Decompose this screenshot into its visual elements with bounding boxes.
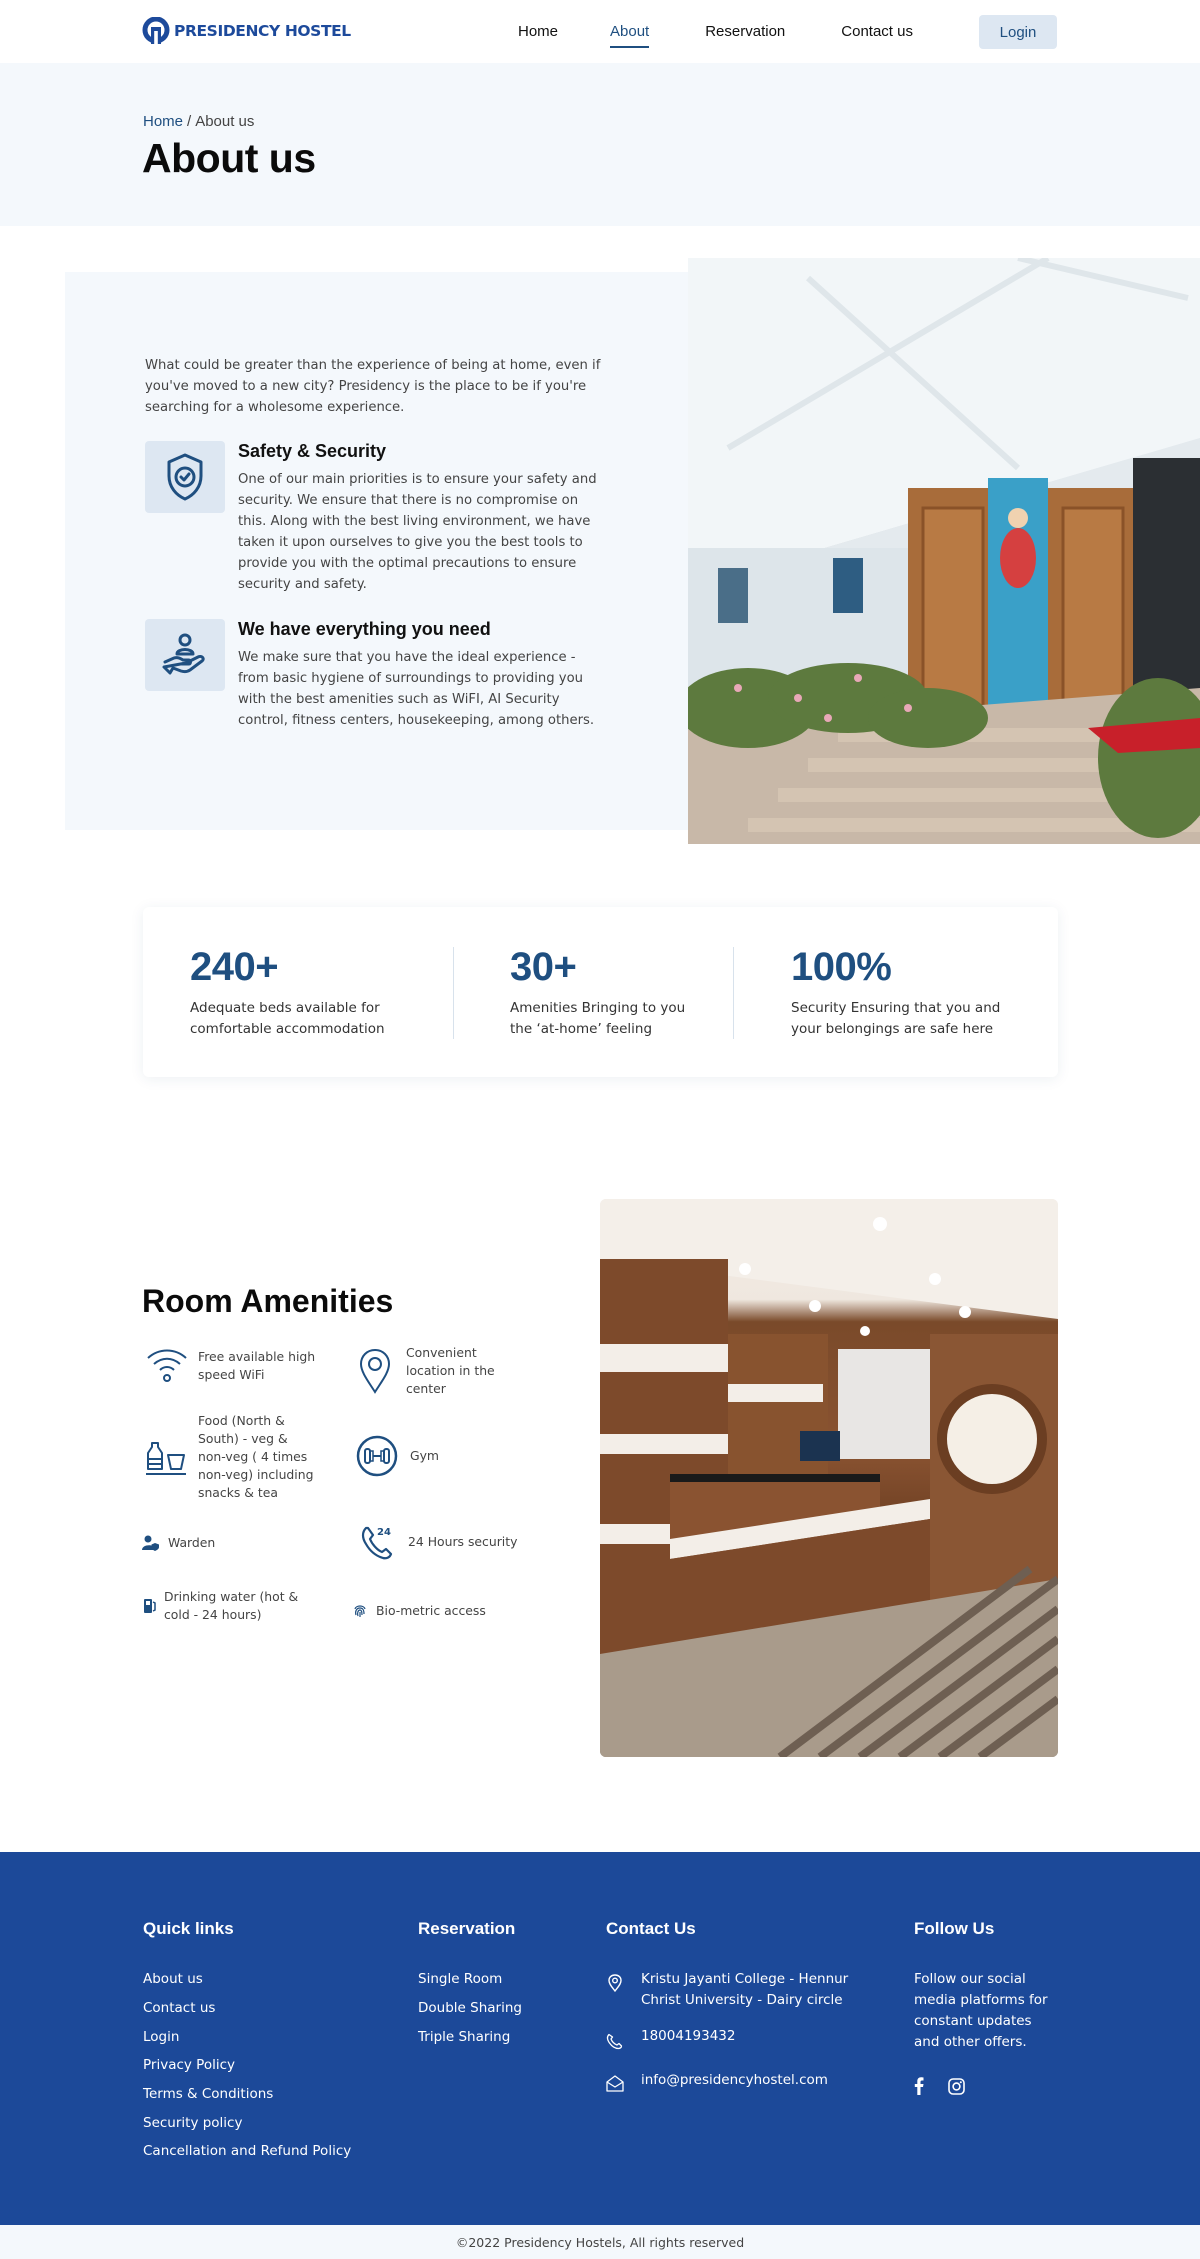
nav-reservation[interactable]: Reservation: [705, 23, 786, 40]
feature-title: Safety & Security: [238, 441, 387, 461]
amenities-title: Room Amenities: [142, 1283, 394, 1319]
breadcrumb-current: About us: [195, 113, 255, 130]
amenity-label: Drinking water (hot & cold - 24 hours): [164, 1589, 299, 1622]
facebook-link[interactable]: [914, 2077, 924, 2095]
feature-icon-box: [145, 441, 225, 513]
instagram-link[interactable]: [948, 2078, 965, 2095]
footer-quick-links-title: Quick links: [143, 1919, 234, 1938]
footer-follow-title: Follow Us: [914, 1919, 995, 1938]
location-pin-icon: [608, 1974, 622, 1992]
footer-address-line2: Christ University - Dairy circle: [641, 1992, 843, 2008]
breadcrumb-home-link[interactable]: Home: [143, 113, 184, 130]
amenity-label: Bio-metric access: [376, 1603, 486, 1618]
breadcrumb: [143, 113, 254, 130]
footer-link-cancellation-refund[interactable]: Cancellation and Refund Policy: [143, 2143, 352, 2159]
footer-link-login[interactable]: Login: [143, 2029, 180, 2045]
amenity-24h-security: [360, 1524, 517, 1560]
stat-beds: [190, 945, 410, 1040]
fingerprint-icon: [352, 1603, 368, 1619]
phone-icon: [606, 2033, 623, 2050]
nav-about[interactable]: About: [610, 15, 649, 48]
amenity-label: Convenient location in the center: [406, 1345, 495, 1396]
facebook-icon: [914, 2077, 924, 2095]
hand-person-icon: [160, 630, 210, 680]
stat-security: [791, 945, 1021, 1040]
amenity-biometric: [352, 1602, 486, 1620]
copyright-bar: [0, 2225, 1200, 2259]
gym-dumbbell-icon: [356, 1435, 398, 1477]
stat-label: Amenities Bringing to you the ‘at-home’ feeling: [510, 1000, 686, 1037]
amenity-location: [358, 1344, 501, 1398]
login-button[interactable]: Login: [979, 15, 1057, 49]
footer-follow-text: Follow our social media platforms for constant updates and other offers.: [914, 1971, 1048, 2050]
footer-link-security-policy[interactable]: Security policy: [143, 2115, 243, 2131]
footer-address-line1: Kristu Jayanti College - Hennur: [641, 1971, 849, 1987]
food-bottle-cup-icon: [146, 1437, 188, 1477]
instagram-icon: [948, 2078, 965, 2095]
reception-photo: [600, 1199, 1058, 1757]
amenity-drinking-water: [143, 1588, 304, 1624]
stats-card: [143, 907, 1058, 1077]
footer-link-terms-conditions[interactable]: Terms & Conditions: [143, 2086, 274, 2102]
stat-value: 30+: [510, 945, 577, 989]
shield-check-icon: [163, 452, 207, 502]
nav-contact-us[interactable]: Contact us: [841, 23, 913, 40]
wifi-icon: [146, 1346, 188, 1386]
stat-label: Security Ensuring that you and your belongings are safe here: [791, 1000, 1001, 1037]
amenity-label: 24 Hours security: [408, 1534, 518, 1549]
site-header: [0, 0, 1200, 63]
breadcrumb-separator: /: [187, 113, 192, 130]
amenity-gym: [356, 1435, 439, 1477]
page-hero: [0, 63, 1200, 226]
footer-link-double-sharing[interactable]: Double Sharing: [418, 2000, 522, 2016]
location-pin-icon: [358, 1348, 392, 1394]
stat-label: Adequate beds available for comfortable accommodation: [190, 1000, 385, 1037]
phone-24-icon: [360, 1524, 394, 1560]
footer-phone[interactable]: 18004193432: [641, 2028, 736, 2044]
amenity-warden: [142, 1534, 215, 1552]
page-title: About us: [142, 135, 316, 181]
amenity-label: Warden: [168, 1535, 216, 1550]
footer-email[interactable]: info@presidencyhostel.com: [641, 2072, 828, 2088]
stat-value: 100%: [791, 945, 892, 989]
entrance-photo-illustration: [688, 258, 1200, 844]
amenity-label: Gym: [410, 1448, 440, 1463]
amenity-food: [146, 1412, 316, 1502]
email-envelope-icon: [606, 2075, 624, 2092]
main-nav: [518, 15, 913, 48]
presidency-logo-icon: [142, 17, 170, 45]
water-dispenser-icon: [143, 1598, 157, 1614]
footer-reservation-title: Reservation: [418, 1919, 516, 1938]
site-footer: [0, 1852, 1200, 2225]
footer-contact-title: Contact Us: [606, 1919, 696, 1938]
logo[interactable]: [142, 17, 351, 45]
footer-link-single-room[interactable]: Single Room: [418, 1971, 503, 1987]
stat-value: 240+: [190, 945, 279, 989]
nav-home[interactable]: Home: [518, 23, 559, 40]
reception-photo-illustration: [600, 1199, 1058, 1757]
brand-name: PRESIDENCY HOSTEL: [174, 22, 351, 40]
footer-link-privacy-policy[interactable]: Privacy Policy: [143, 2057, 236, 2073]
footer-link-contact-us[interactable]: Contact us: [143, 2000, 216, 2016]
feature-body: We make sure that you have the ideal experience - from basic hygiene of surroundings to providing you with the best amenities such as WiFI, AI Security control, fitness centers, housekeeping, among others.: [238, 650, 595, 728]
hostel-entrance-photo: [688, 258, 1200, 844]
amenity-label: Free available high speed WiFi: [198, 1349, 316, 1382]
svg-text:24: 24: [377, 1527, 391, 1538]
stat-divider: [733, 947, 734, 1039]
copyright-text: ©2022 Presidency Hostels, All rights reserved: [455, 2234, 745, 2250]
feature-icon-box: [145, 619, 225, 691]
feature-title: We have everything you need: [238, 619, 491, 639]
footer-link-triple-sharing[interactable]: Triple Sharing: [418, 2029, 511, 2045]
footer-link-about-us[interactable]: About us: [143, 1971, 203, 1987]
amenity-wifi: [146, 1346, 316, 1386]
about-intro-text: What could be greater than the experience of being at home, even if you've moved to a new city? Presidency is the place to be if you're searching for a wholesome experience.: [145, 358, 601, 415]
amenity-label: Food (North & South) - veg & non-veg ( 4 times non-veg) including snacks & tea: [198, 1413, 314, 1500]
warden-user-shield-icon: [142, 1535, 160, 1551]
feature-body: One of our main priorities is to ensure your safety and security. We ensure that there is no compromise on this. Along with the best living environment, we have taken it upon ourselves to give you the best tools to provide you with the optimal precautions to ensure security and safety.: [238, 472, 597, 592]
stat-amenities: [510, 945, 690, 1040]
stat-divider: [453, 947, 454, 1039]
